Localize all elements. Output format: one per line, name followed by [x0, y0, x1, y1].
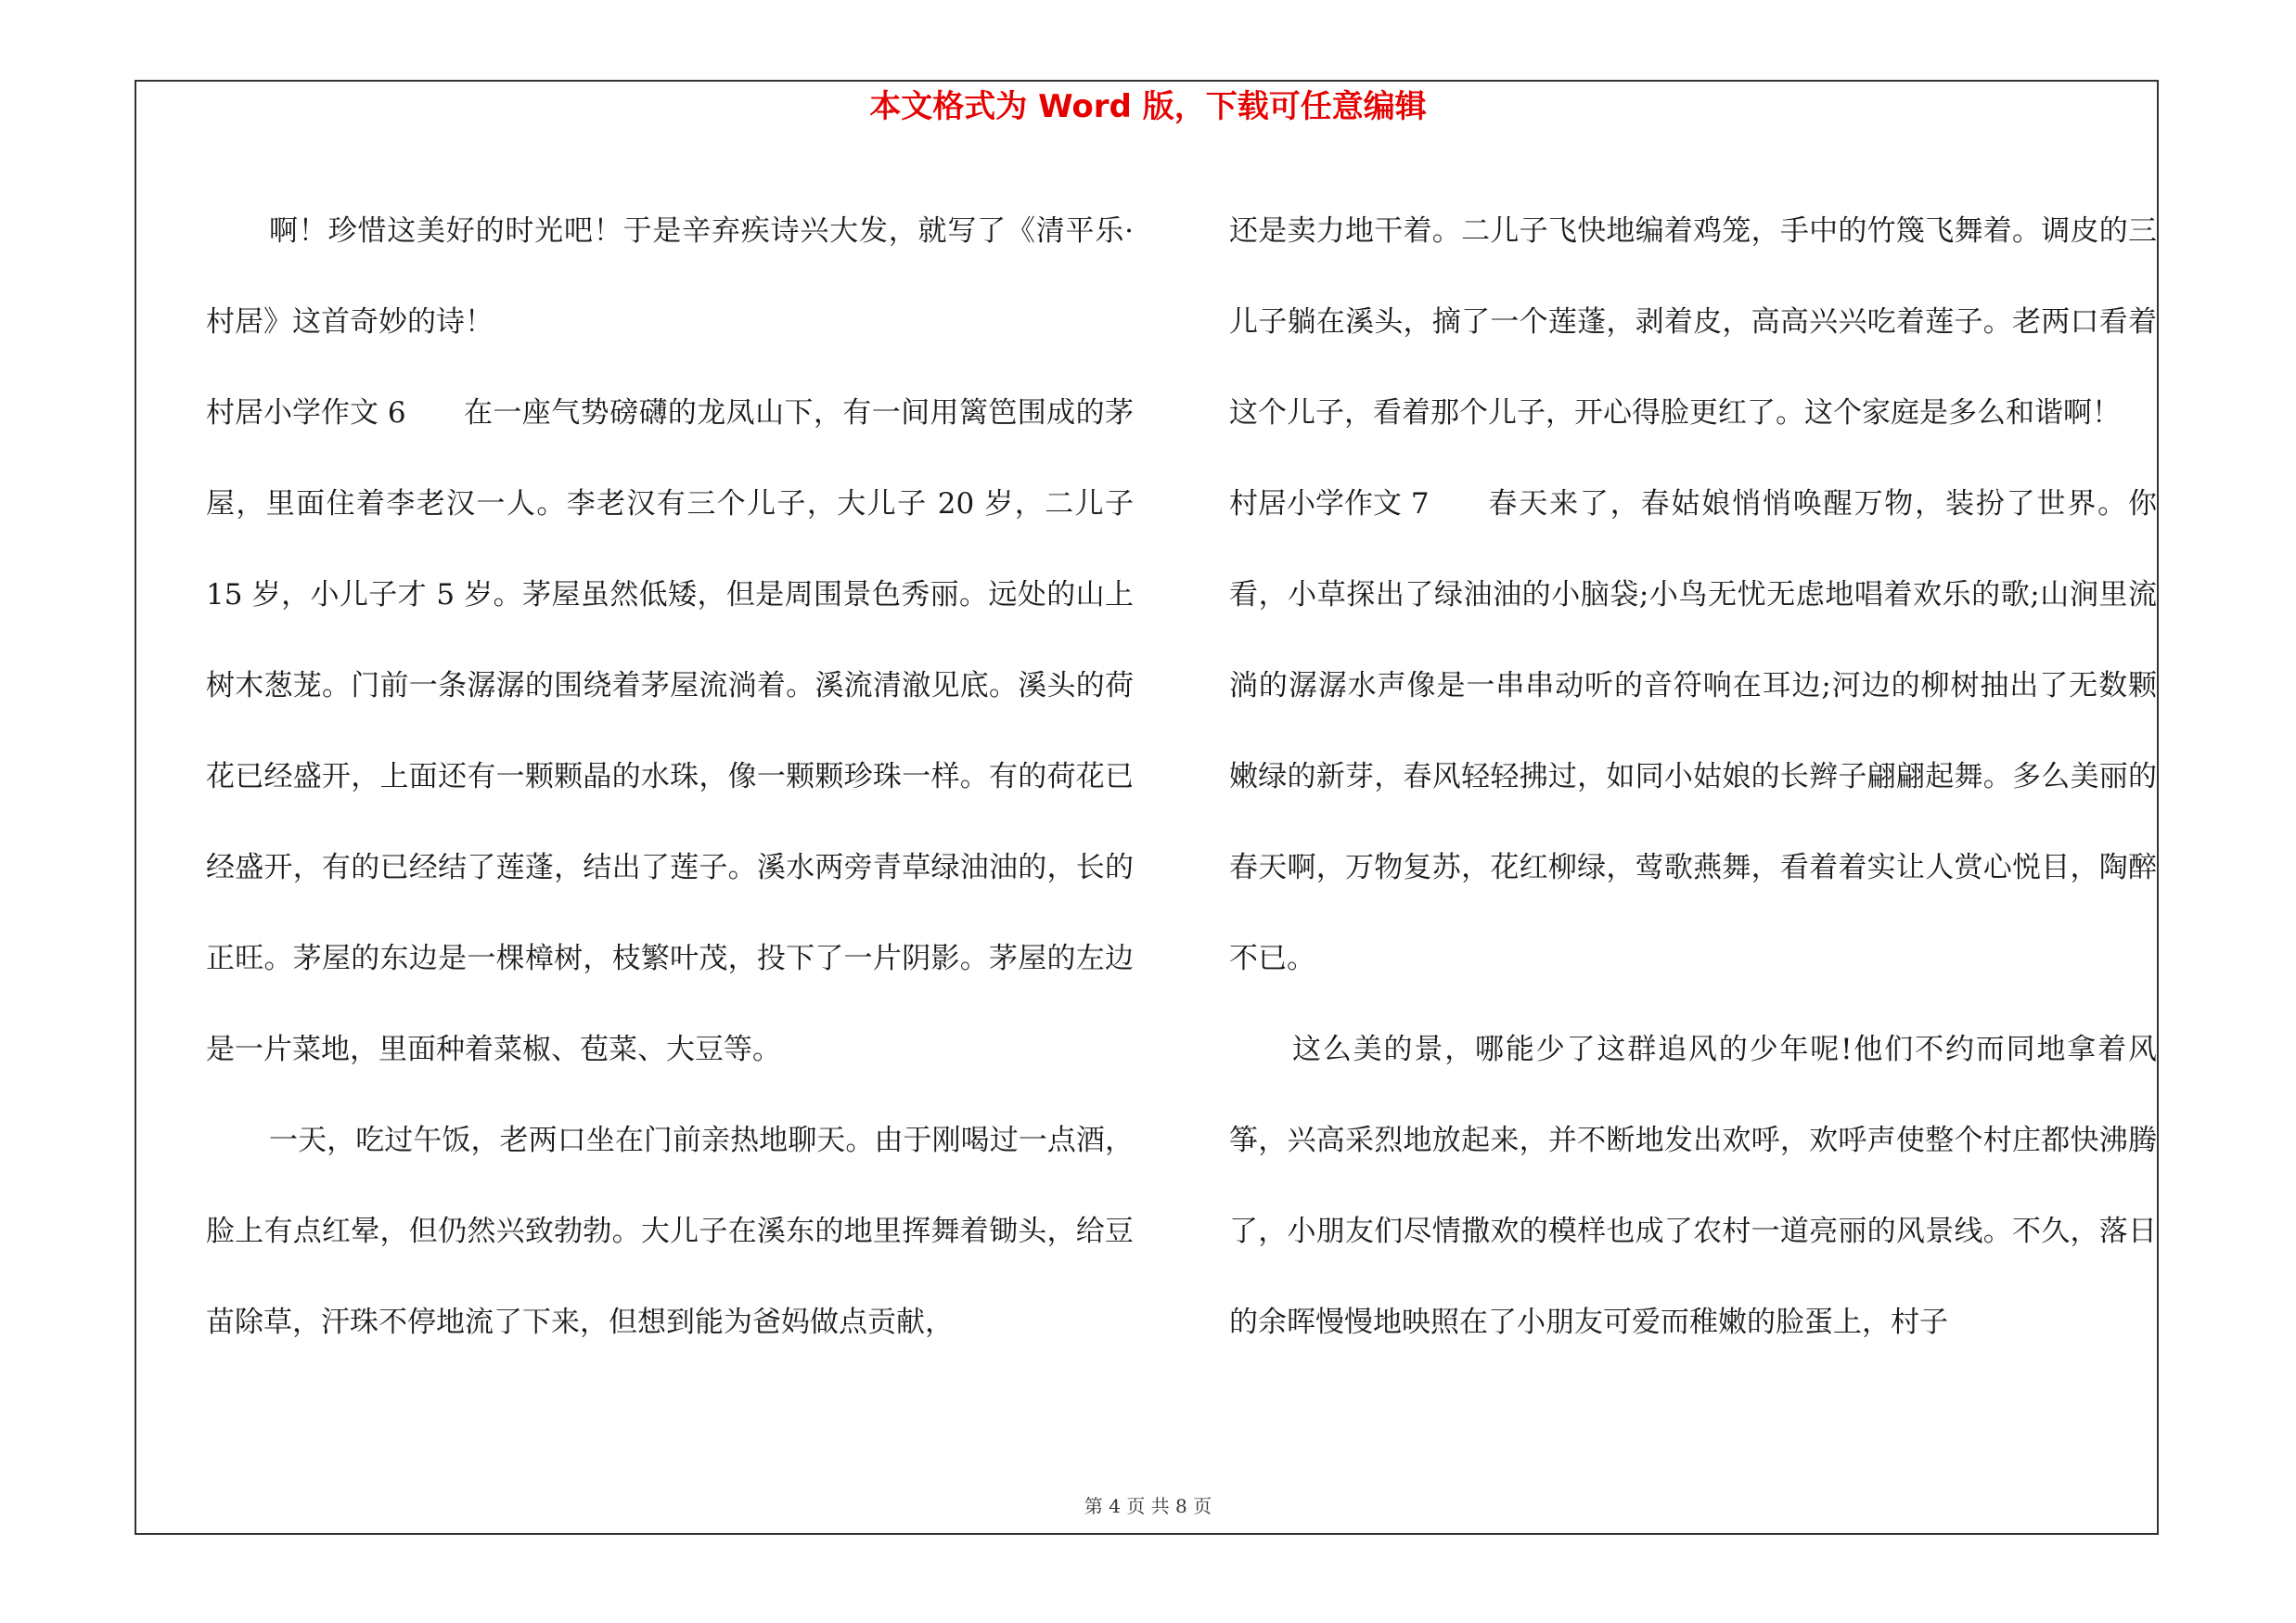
paragraph-essay-6	[206, 367, 1134, 1095]
paragraph: 啊！珍惜这美好的时光吧！于是辛弃疾诗兴大发，就写了《清平乐·村居》这首奇妙的诗！	[206, 214, 1134, 339]
paragraph-text: 春天来了，春姑娘悄悄唤醒万物，装扮了世界。你看，小草探出了绿油油的小脑袋;小鸟无忧无虑地唱着欢乐的歌;山涧里流淌的潺潺水声像是一串串动听的音符响在耳边;河边的柳树抽出了无数颗嫩绿的新芽，春风轻轻拂过，如同小姑娘的长辫子翩翩起舞。多么美丽的春天啊，万物复苏，花红柳绿，莺歌燕舞，看着着实让人赏心悦目，陶醉不已。	[1229, 487, 2157, 975]
paragraph: 一天，吃过午饭，老两口坐在门前亲热地聊天。由于刚喝过一点酒，脸上有点红晕，但仍然兴致勃勃。大儿子在溪东的地里挥舞着锄头，给豆苗除草，汗珠不停地流了下来，但想到能为爸妈做点贡献，	[206, 1124, 1134, 1339]
paragraph: 还是卖力地干着。二儿子飞快地编着鸡笼，手中的竹篾飞舞着。调皮的三儿子躺在溪头，摘了一个莲蓬，剥着皮，高高兴兴吃着莲子。老两口看着这个儿子，看着那个儿子，开心得脸更红了。这个家庭是多么和谐啊！	[1229, 214, 2157, 430]
left-column	[206, 186, 1134, 1368]
essay-title: 村居小学作文 6	[206, 396, 406, 430]
paragraph-essay-7	[1229, 458, 2157, 1004]
essay-title: 村居小学作文 7	[1229, 487, 1430, 521]
right-column	[1229, 186, 2157, 1368]
paragraph-text: 在一座气势磅礴的龙凤山下，有一间用篱笆围成的茅屋，里面住着李老汉一人。李老汉有三个儿子，大儿子 20 岁，二儿子 15 岁，小儿子才 5 岁。茅屋虽然低矮，但是周围景色秀丽。远处的山上树木葱茏。门前一条潺潺的围绕着茅屋流淌着。溪流清澈见底。溪头的荷花已经盛开，上面还有一颗颗晶的水珠，像一颗颗珍珠一样。有的荷花已经盛开，有的已经结了莲蓬，结出了莲子。溪水两旁青草绿油油的，长的正旺。茅屋的东边是一棵樟树，枝繁叶茂，投下了一片阴影。茅屋的左边是一片菜地，里面种着菜椒、苞菜、大豆等。	[206, 396, 1134, 1066]
paragraph: 这么美的景，哪能少了这群追风的少年呢!他们不约而同地拿着风筝，兴高采烈地放起来，并不断地发出欢呼，欢呼声使整个村庄都快沸腾了，小朋友们尽情撒欢的模样也成了农村一道亮丽的风景线。不久，落日的余晖慢慢地映照在了小朋友可爱而稚嫩的脸蛋上，村子	[1229, 1033, 2157, 1339]
page-number: 第 4 页 共 8 页	[1084, 1495, 1212, 1517]
format-banner: 本文格式为 Word 版，下载可任意编辑	[869, 88, 1427, 125]
